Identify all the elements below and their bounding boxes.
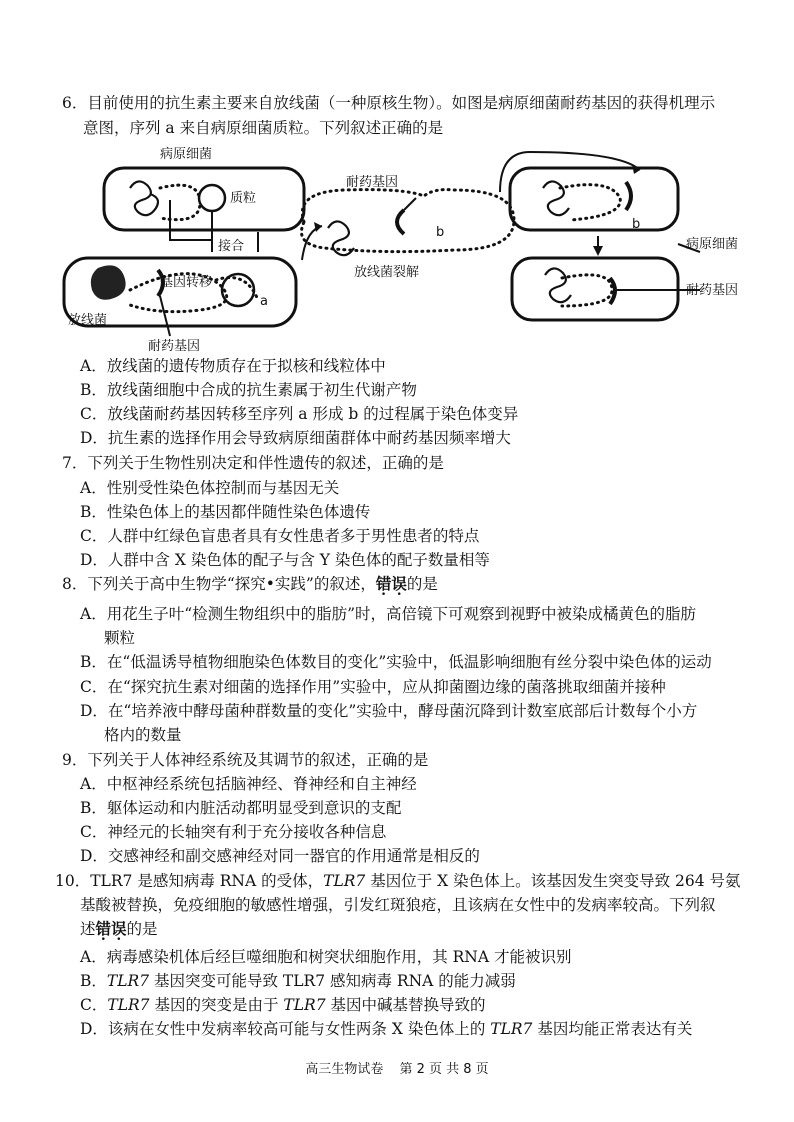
q10-stem-line3 — [80, 918, 158, 940]
q8-stem — [62, 573, 438, 595]
dna-loop-right-bottom — [562, 275, 612, 306]
arrow-to-lysis — [302, 226, 322, 260]
q10-l1-post: 基因位于 X 染色体上。该基因发生突变导致 264 号氨 — [365, 872, 741, 890]
q7-stem: 7．下列关于生物性别决定和伴性遗传的叙述，正确的是 — [62, 454, 444, 472]
arrowhead-down — [593, 246, 603, 256]
q8-option-d-line1: D．在“培养液中酵母菌种群数量的变化”实验中，酵母菌沉降到计数室底部后计数每个小方 — [80, 702, 698, 720]
q10-l1-gene: TLR7 — [323, 872, 366, 890]
q10-option-c — [80, 994, 486, 1016]
arrow-to-right-top — [500, 152, 640, 192]
label-resist-gene-mid: 耐药基因 — [346, 175, 399, 190]
label-seq-b-mid: b — [436, 225, 445, 240]
q10-b-pre: B． — [80, 972, 107, 990]
q6-stem-line1: 6．目前使用的抗生素主要来自放线菌（一种原核生物）。如图是病原细菌耐药基因的获得机理示 — [62, 94, 716, 112]
q10-l3-post: 的是 — [126, 920, 158, 938]
q10-b-post: 基因突变可能导致 TLR7 感知病毒 RNA 的能力减弱 — [149, 972, 516, 990]
q8-option-d-line2: 格内的数量 — [104, 726, 182, 744]
q10-d-post: 基因均能正常表达有关 — [532, 1020, 693, 1038]
q10-d-gene: TLR7 — [490, 1020, 533, 1038]
page-footer — [0, 1058, 794, 1077]
label-gene-transfer: 基因转移 — [160, 275, 213, 290]
plasmid-circle — [199, 185, 225, 211]
q7-option-a: A．性别受性染色体控制而与基因无关 — [80, 479, 340, 497]
q6-option-c: C．放线菌耐药基因转移至序列 a 形成 b 的过程属于染色体变异 — [80, 405, 519, 423]
label-resist-gene-bottom: 耐药基因 — [148, 339, 201, 354]
q10-b-gene: TLR7 — [106, 972, 150, 990]
resist-gene-arc-right-top — [626, 182, 631, 210]
q9-option-b: B．躯体运动和内脏活动都明显受到意识的支配 — [80, 799, 402, 817]
footer-subject: 高三生物试卷 — [305, 1062, 384, 1077]
q10-c-post: 基因中碱基替换导致的 — [325, 996, 486, 1014]
q10-option-d — [80, 1018, 692, 1040]
q6-option-a: A．放线菌的遗传物质存在于拟核和线粒体中 — [80, 357, 386, 375]
q8-emphasis-1: 错 — [375, 574, 392, 593]
q10-d-pre: D．该病在女性中发病率较高可能与女性两条 X 染色体上的 — [80, 1020, 491, 1038]
q8-stem-post: 的是 — [406, 575, 438, 593]
q10-emphasis-1: 错 — [95, 919, 112, 938]
chromosome-actinomycete — [91, 265, 126, 299]
label-actinomycete: 放线菌 — [68, 313, 108, 328]
q10-option-b — [80, 970, 516, 992]
footer-page-number: 第 2 页 共 8 页 — [399, 1062, 489, 1077]
resistance-gene-figure — [60, 140, 740, 360]
dna-lysed-fragment — [302, 190, 515, 252]
q10-c-pre: C． — [80, 996, 108, 1014]
pathogen-cell-right-top — [510, 168, 678, 230]
dna-loop-right-top — [560, 185, 620, 220]
label-seq-b-right: b — [632, 217, 641, 232]
q10-stem-line1 — [55, 870, 741, 892]
label-plasmid: 质粒 — [230, 191, 257, 206]
plasmid-in-actinomycete — [222, 274, 254, 306]
q9-option-d: D．交感神经和副交感神经对同一器官的作用通常是相反的 — [80, 847, 480, 865]
q6-stem-line2: 意图，序列 a 来自病原细菌质粒。下列叙述正确的是 — [83, 119, 444, 137]
label-pathogen-right: 病原细菌 — [686, 237, 739, 252]
label-pathogen-top: 病原细菌 — [160, 147, 213, 162]
resist-gene-arc-mid — [397, 210, 404, 234]
q9-option-a: A．中枢神经系统包括脑神经、脊神经和自主神经 — [80, 775, 417, 793]
q10-c-mid: 基因的突变是由于 — [149, 996, 284, 1014]
label-lysis: 放线菌裂解 — [354, 265, 420, 280]
q6-option-b: B．放线菌细胞中合成的抗生素属于初生代谢产物 — [80, 381, 417, 399]
leader-resist-mid — [404, 198, 416, 210]
q10-c-gene-2: TLR7 — [283, 996, 326, 1014]
label-seq-a: a — [260, 294, 268, 309]
q7-option-d: D．人群中含 X 染色体的配子与含 Y 染色体的配子数量相等 — [80, 551, 490, 569]
q10-l1-pre: 10．TLR7 是感知病毒 RNA 的受体， — [55, 872, 324, 890]
q10-stem-line2: 基酸被替换，免疫细胞的敏感性增强，引发红斑狼疮，且该病在女性中的发病率较高。下列叙 — [80, 896, 716, 914]
label-resist-gene-right: 耐药基因 — [686, 283, 739, 298]
q6-option-d: D．抗生素的选择作用会导致病原细菌群体中耐药基因频率增大 — [80, 429, 511, 447]
q8-emphasis-2: 误 — [391, 574, 407, 593]
leader-resist-bottom — [160, 296, 170, 336]
q9-option-c: C．神经元的长轴突有利于充分接收各种信息 — [80, 823, 387, 841]
q7-option-b: B．性染色体上的基因都伴随性染色体遗传 — [80, 503, 371, 521]
q7-option-c: C．人群中红绿色盲患者具有女性患者多于男性患者的特点 — [80, 527, 480, 545]
q8-option-b: B．在“低温诱导植物细胞染色体数目的变化”实验中，低温影响细胞有丝分裂中染色体的运动 — [80, 653, 712, 671]
q10-c-gene-1: TLR7 — [107, 996, 150, 1014]
dna-loop-top — [160, 185, 200, 220]
q8-option-a-line1: A．用花生子叶“检测生物组织中的脂肪”时，高倍镜下可观察到视野中被染成橘黄色的脂肪 — [80, 605, 697, 623]
q10-emphasis-2: 误 — [111, 919, 127, 938]
q8-stem-pre: 8．下列关于高中生物学“探究•实践”的叙述， — [62, 575, 376, 593]
q10-l3-pre: 述 — [80, 920, 96, 938]
chromosome-top — [130, 181, 158, 215]
q8-option-a-line2: 颗粒 — [104, 629, 136, 647]
q10-option-a: A．病毒感染机体后经巨噬细胞和树突状细胞作用，其 RNA 才能被识别 — [80, 948, 572, 966]
label-conjugation: 接合 — [218, 239, 245, 254]
q8-option-c: C．在“探究抗生素对细菌的选择作用”实验中，应从抑菌圈边缘的菌落挑取细菌并接种 — [80, 678, 666, 696]
q9-stem: 9．下列关于人体神经系统及其调节的叙述，正确的是 — [62, 751, 429, 769]
chromosome-right-bottom — [545, 268, 571, 302]
